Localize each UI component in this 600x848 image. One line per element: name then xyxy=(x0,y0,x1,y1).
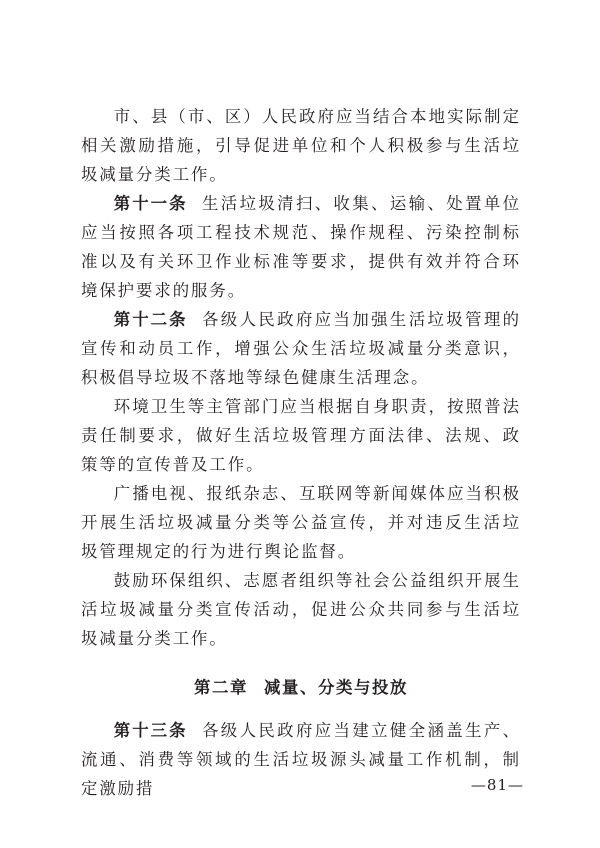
article-text: 各级人民政府应当建立健全涵盖生产、流通、消费等领域的生活垃圾源头减量工作机制，制定激励措 xyxy=(81,721,521,798)
article-text: 各级人民政府应当加强生活垃圾管理的宣传和动员工作，增强公众生活垃圾减量分类意识，积极倡导垃圾不落地等绿色健康生活理念。 xyxy=(81,310,521,387)
paragraph-public-welfare-orgs xyxy=(81,566,521,653)
article-label: 第十三条 xyxy=(113,721,188,740)
article-label: 第十二条 xyxy=(113,310,188,329)
article-label: 第十一条 xyxy=(113,194,188,213)
chapter-heading xyxy=(81,673,521,702)
paragraph-incentive-measures xyxy=(81,102,521,189)
paragraph-text: 环境卫生等主管部门应当根据自身职责，按照普法责任制要求，做好生活垃圾管理方面法律、法规、政策等的宣传普及工作。 xyxy=(81,397,521,474)
paragraph-text: 市、县（市、区）人民政府应当结合本地实际制定相关激励措施，引导促进单位和个人积极参与生活垃圾减量分类工作。 xyxy=(81,107,521,184)
paragraph-news-media xyxy=(81,479,521,566)
article-12 xyxy=(81,305,521,392)
chapter-number: 第二章 xyxy=(194,678,249,697)
article-13 xyxy=(81,716,521,803)
page-body xyxy=(81,102,521,803)
chapter-title: 减量、分类与投放 xyxy=(264,678,408,697)
article-11 xyxy=(81,189,521,305)
paragraph-environment-departments xyxy=(81,392,521,479)
paragraph-text: 广播电视、报纸杂志、互联网等新闻媒体应当积极开展生活垃圾减量分类等公益宣传，并对违反生活垃圾管理规定的行为进行舆论监督。 xyxy=(81,484,521,561)
paragraph-text: 鼓励环保组织、志愿者组织等社会公益组织开展生活垃圾减量分类宣传活动，促进公众共同参与生活垃圾减量分类工作。 xyxy=(81,571,521,648)
article-text: 生活垃圾清扫、收集、运输、处置单位应当按照各项工程技术规范、操作规程、污染控制标准以及有关环卫作业标准等要求，提供有效并符合环境保护要求的服务。 xyxy=(81,194,521,300)
page-number: —81— xyxy=(470,776,524,794)
